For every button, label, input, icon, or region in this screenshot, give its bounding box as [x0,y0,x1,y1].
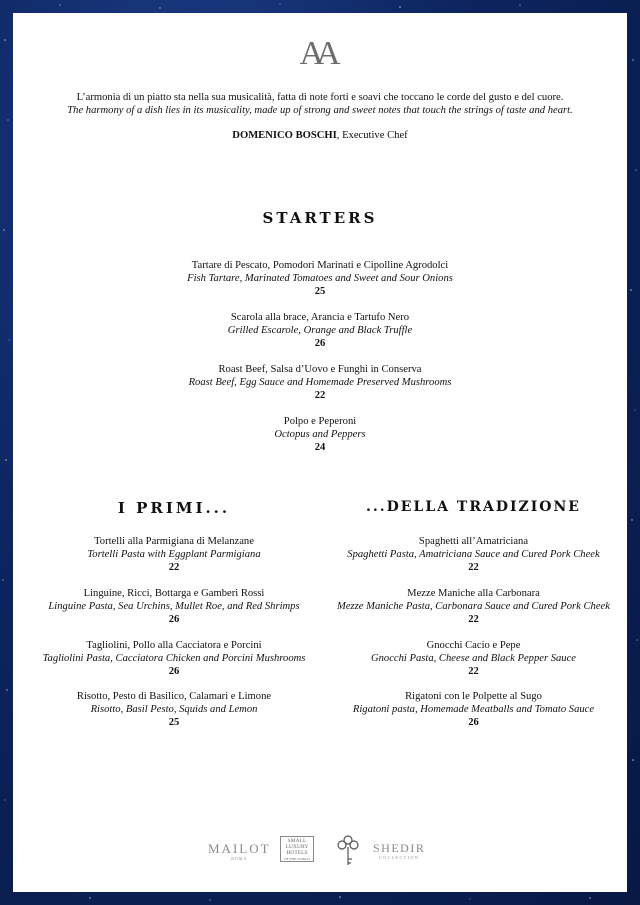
mailot-subtitle: ROMA [231,856,248,861]
dish-description: Mezze Maniche Pasta, Carbonara Sauce and Cured Pork Cheek [337,601,610,612]
tradizione-item [320,639,627,678]
slh-line: HOTELS [286,850,308,856]
slh-line: OF THE WORLD [284,857,310,861]
chef-name: DOMENICO BOSCHI [232,130,337,141]
starter-item [13,259,627,298]
dish-description: Roast Beef, Egg Sauce and Homemade Preserved Mushrooms [188,377,452,388]
dish-description: Gnocchi Pasta, Cheese and Black Pepper Sauce [370,653,577,664]
dish-price: 26 [314,338,326,349]
tradizione-item [320,587,627,626]
starter-item [13,415,627,454]
dish-name: Tagliolini, Pollo alla Cacciatora e Porcini [86,640,262,651]
chef-quote [13,91,627,117]
quote-italian: L’armonia di un piatto sta nella sua musicalità, fatta di note forti e soavi che toccano le corde del gusto e del cuore. [76,92,564,103]
chef-role: , Executive Chef [336,130,408,141]
primi-item [13,535,335,574]
dish-name: Tartare di Pescato, Pomodori Marinati e Cipolline Agrodolci [191,260,449,271]
dish-price: 26 [468,717,479,728]
shedir-subtitle: COLLECTION [379,855,420,860]
hotel-logo: AA [299,35,333,72]
dish-price: 22 [168,562,180,573]
key-icon [335,833,361,867]
dish-name: Tortelli alla Parmigiana di Melanzane [94,536,254,547]
partner-logos [13,833,627,873]
starter-item [13,363,627,402]
dish-description: Rigatoni pasta, Homemade Meatballs and Tomato Sauce [352,704,595,715]
shedir-wordmark: SHEDIR [373,841,426,855]
dish-price: 22 [468,666,479,677]
tradizione-item [320,690,627,729]
primi-item [13,690,335,729]
dish-name: Roast Beef, Salsa d’Uovo e Funghi in Conserva [218,364,422,375]
primi-item [13,587,335,626]
dish-name: Scarola alla brace, Arancia e Tartufo Nero [230,312,410,323]
dish-description: Risotto, Basil Pesto, Squids and Lemon [90,704,258,715]
dish-name: Linguine, Ricci, Bottarga e Gamberi Rossi [83,588,265,599]
dish-name: Risotto, Pesto di Basilico, Calamari e Limone [76,691,272,702]
menu-page [13,13,627,892]
chef-signature [13,130,627,141]
dish-price: 24 [314,442,326,453]
dish-price: 26 [168,614,180,625]
mailot-logo [208,841,271,861]
tradizione-item [320,535,627,574]
dish-price: 22 [468,562,479,573]
dish-name: Rigatoni con le Polpette al Sugo [405,691,542,702]
dish-price: 25 [314,286,326,297]
dish-name: Spaghetti all’Amatriciana [418,536,529,547]
shedir-logo [373,841,425,860]
dish-description: Tagliolini Pasta, Cacciatora Chicken and Porcini Mushrooms [42,653,306,664]
dish-description: Octopus and Peppers [274,429,366,440]
dish-price: 26 [168,666,180,677]
slh-line: LUXURY [285,844,309,850]
slh-logo [280,836,314,862]
mailot-wordmark: MAILOT [208,841,271,856]
primi-title: I PRIMI... [117,499,231,517]
dish-price: 25 [168,717,180,728]
quote-english: The harmony of a dish lies in its musicality, made up of strong and sweet notes that touch the strings of taste and heart. [67,105,573,116]
starters-title: STARTERS [262,209,378,227]
dish-description: Linguine Pasta, Sea Urchins, Mullet Roe, and Red Shrimps [48,601,300,612]
primi-item [13,639,335,678]
dish-description: Grilled Escarole, Orange and Black Truffle [227,325,413,336]
dish-name: Gnocchi Cacio e Pepe [426,640,521,651]
slh-line: SMALL [287,838,307,844]
dish-name: Polpo e Peperoni [283,416,357,427]
tradizione-title: ...DELLA TRADIZIONE [366,499,581,515]
starter-item [13,311,627,350]
dish-price: 22 [314,390,326,401]
dish-description: Tortelli Pasta with Eggplant Parmigiana [87,549,261,560]
dish-price: 22 [468,614,479,625]
dish-name: Mezze Maniche alla Carbonara [407,588,540,599]
dish-description: Fish Tartare, Marinated Tomatoes and Sweet and Sour Onions [187,273,453,284]
dish-description: Spaghetti Pasta, Amatriciana Sauce and Cured Pork Cheek [347,549,600,560]
